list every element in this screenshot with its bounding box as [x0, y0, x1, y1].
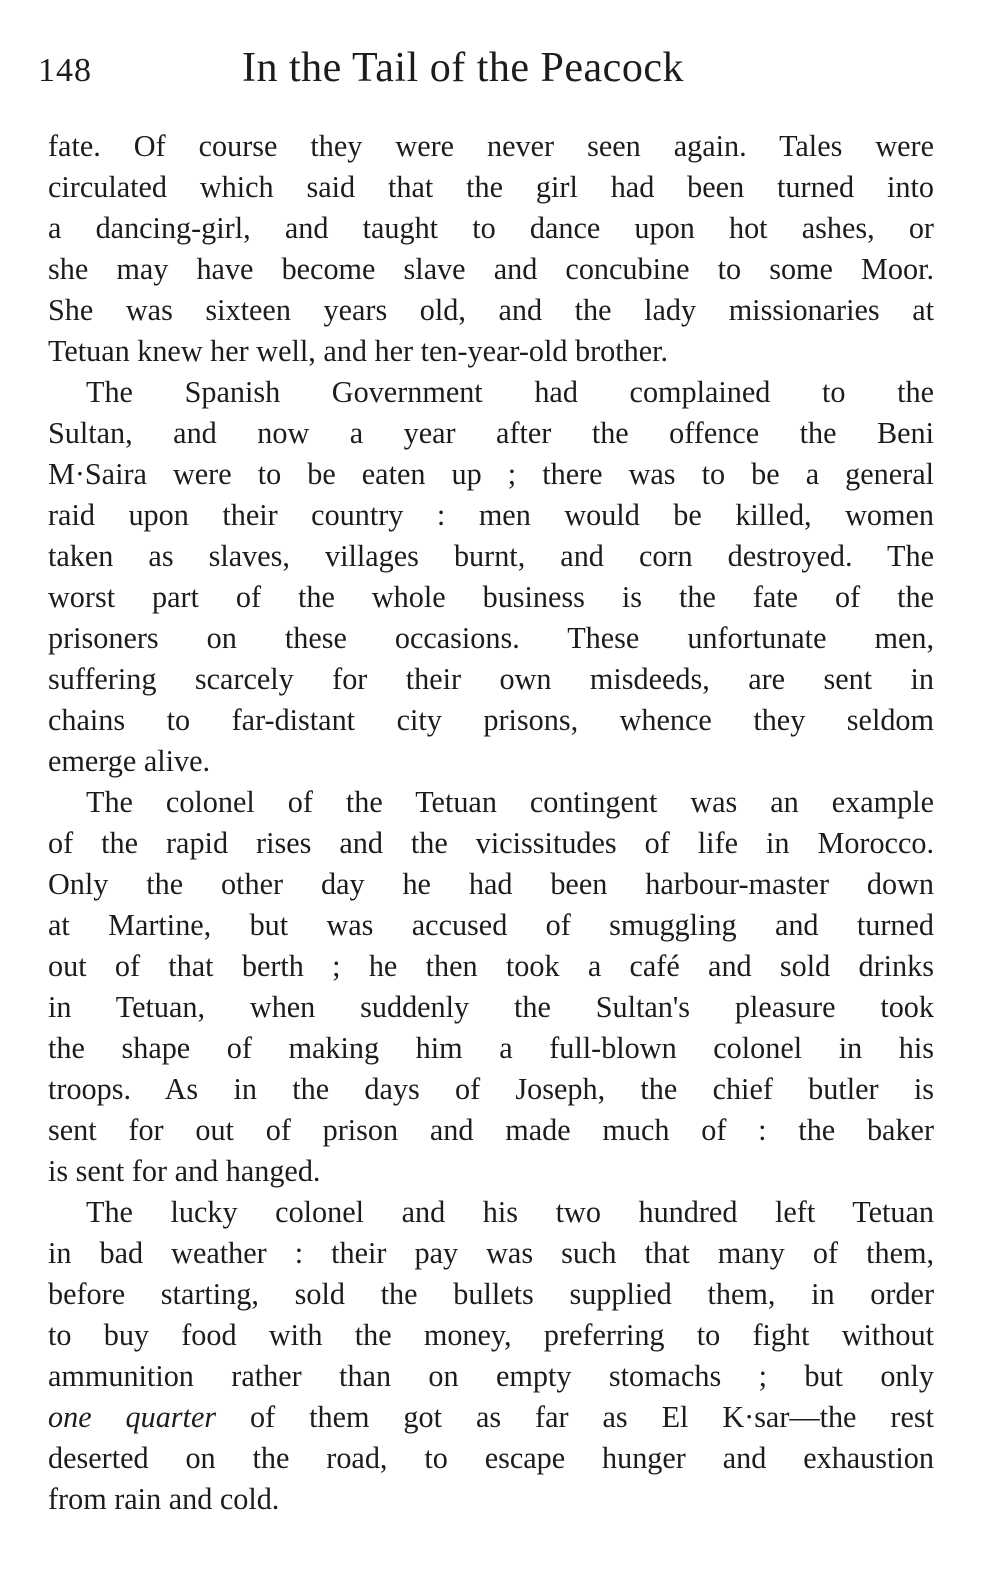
text-line: she may have become slave and concubine to some Moor. [48, 252, 934, 286]
paragraph-4 [48, 1192, 934, 1520]
paragraph-2 [48, 372, 934, 782]
text-line: is sent for and hanged. [48, 1154, 321, 1188]
text-line: the shape of making him a full-blown colonel in his [48, 1031, 934, 1065]
page-number: 148 [38, 52, 92, 89]
text-line: Sultan, and now a year after the offence the Beni [48, 416, 934, 450]
paragraph-1 [48, 126, 934, 372]
text-line: deserted on the road, to escape hunger and exhaustion [48, 1441, 934, 1475]
text-line: ammunition rather than on empty stomachs ; but only [48, 1359, 934, 1393]
text-line: The Spanish Government had complained to the [86, 375, 934, 409]
text-line: fate. Of course they were never seen again. Tales were [48, 129, 934, 163]
text-line-rest: of them got as far as El K·sar—the rest [216, 1400, 934, 1434]
text-line: out of that berth ; he then took a café and sold drinks [48, 949, 934, 983]
text-line-with-italic [48, 1397, 934, 1438]
text-line: She was sixteen years old, and the lady missionaries at [48, 293, 934, 327]
text-line: The colonel of the Tetuan contingent was an example [86, 785, 934, 819]
text-line: of the rapid rises and the vicissitudes of life in Morocco. [48, 826, 934, 860]
running-head [38, 44, 938, 104]
text-line: worst part of the whole business is the fate of the [48, 580, 934, 614]
text-line: Tetuan knew her well, and her ten-year-old brother. [48, 334, 669, 368]
text-line: in bad weather : their pay was such that many of them, [48, 1236, 934, 1270]
text-line: a dancing-girl, and taught to dance upon hot ashes, or [48, 211, 934, 245]
italic-phrase: one quarter [48, 1400, 217, 1434]
text-line: chains to far-distant city prisons, whence they seldom [48, 703, 934, 737]
text-line: sent for out of prison and made much of : the baker [48, 1113, 934, 1147]
running-title: In the Tail of the Peacock [242, 45, 684, 91]
text-line: Only the other day he had been harbour-master down [48, 867, 934, 901]
paragraph-3 [48, 782, 934, 1192]
text-line: troops. As in the days of Joseph, the chief butler is [48, 1072, 934, 1106]
text-line: in Tetuan, when suddenly the Sultan's pleasure took [48, 990, 934, 1024]
text-line: to buy food with the money, preferring to fight without [48, 1318, 934, 1352]
body-text [48, 126, 934, 1520]
text-line: M·Saira were to be eaten up ; there was to be a general [48, 457, 934, 491]
text-line: at Martine, but was accused of smuggling and turned [48, 908, 934, 942]
text-line: circulated which said that the girl had been turned into [48, 170, 934, 204]
text-line: emerge alive. [48, 744, 211, 778]
text-line: suffering scarcely for their own misdeeds, are sent in [48, 662, 934, 696]
text-line: prisoners on these occasions. These unfortunate men, [48, 621, 934, 655]
text-line: from rain and cold. [48, 1482, 280, 1516]
text-line: taken as slaves, villages burnt, and corn destroyed. The [48, 539, 934, 573]
text-line: before starting, sold the bullets supplied them, in order [48, 1277, 934, 1311]
text-line: raid upon their country : men would be killed, women [48, 498, 934, 532]
text-line: The lucky colonel and his two hundred left Tetuan [86, 1195, 934, 1229]
